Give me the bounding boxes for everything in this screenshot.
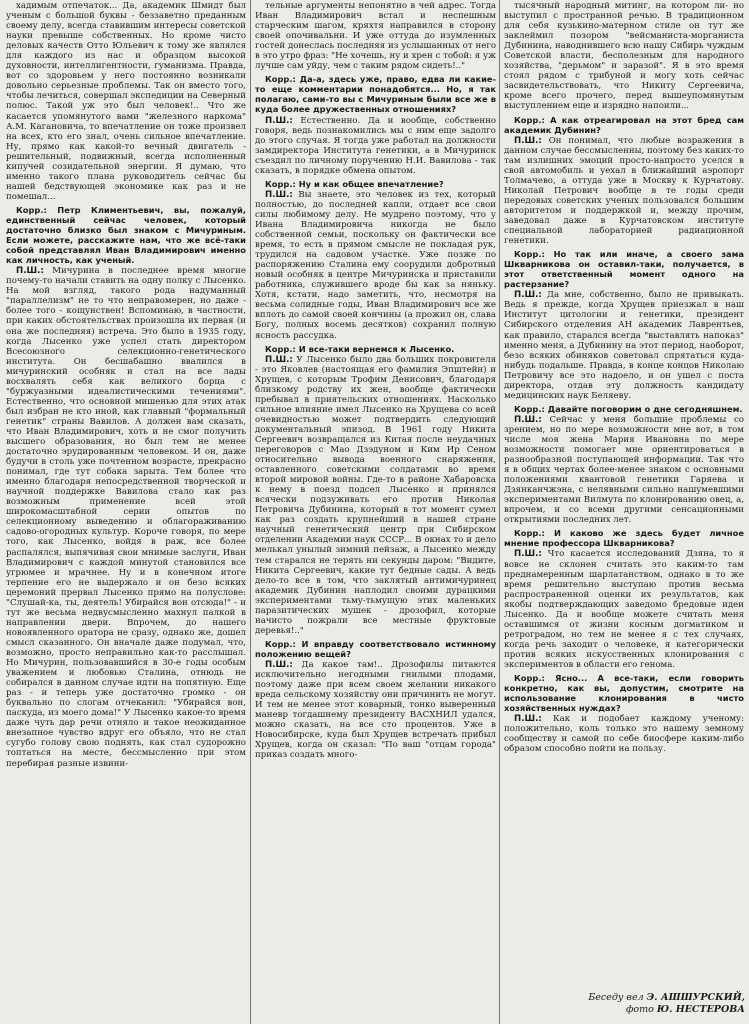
paragraph-text: Как и подобает каждому ученому: положительно, коль только это нашему земному сообществу и самой по себе биосфере каким-либо образом способно пойти на пользу. [504,714,744,755]
speaker-label: Корр.: [265,638,296,649]
speaker-label: П.Ш.: [514,549,542,560]
column-divider [250,0,251,1024]
paragraph-text: Вы знаете, это человек из тех, который полностью, до последней капли, отдает все свои силы любимому делу. Не мудрено поэтому, что у Ивана Владимировича никогда не было собственной семьи, поскольку он фактически все время, то есть в прямом смысле не покладая рук, трудился на садовом участке. Уже позже по распоряжению Сталина ему соорудили добротный новый особняк в центре Мичуринска и приставили работника, служившего вроде бы как за няньку. Хотя, кстати, надо заметить, что, несмотря на весьма солидные годы, Иван Владимирович все же вплоть до самой своей кончины (а прожил он, слава Богу, полных восемь десятков) сохранил полную ясность рассудка. [255,189,496,341]
paragraph-text: Давайте поговорим о дне сегодняшнем. [547,403,743,414]
speaker-label: Корр.: [514,403,545,414]
interview-question [6,205,246,265]
speaker-label: П.Ш.: [514,414,542,425]
interview-answer [255,660,496,760]
paragraph-text: Да мне, собственно, было не привыкать. Ведь я прежде, когда Хрущев приезжал в наш Институт цитологии и генетики, президент Сибирского отделения АН академик Лаврентьев, как правило, старался всегда "выставлять напоказ" именно меня, а Дубинину на этот период, наоборот, безо всяких обиняков советовал спрятаться куда-нибудь подальше. Правда, в конце концов Николаю Петровичу все это надоело, и он ушел с поста директора, отдав эту должность кандидату медицинских наук Беляеву. [504,290,744,401]
paragraph-text: Ясно... А все-таки, если говорить конкретно, как вы, допустим, смотрите на использование клонирования в чисто хозяйственных нуждах? [504,673,744,714]
column-divider [499,0,500,1024]
interview-answer [504,136,744,247]
interview-answer [255,116,496,176]
paragraph-text: Петр Климентьевич, вы, пожалуй, единственный сейчас человек, который достаточно близко был знаком с Мичуриным. Если можете, расскажите нам, что же всё-таки собой представлял Иван Владимирович именно как личность, как ученый. [6,204,246,266]
speaker-label: П.Ш.: [16,266,44,277]
column-2 [255,0,496,1024]
photo-credit: фото Ю. НЕСТЕРОВА [625,1004,745,1015]
interview-question [255,74,496,114]
speaker-label: Корр.: [514,249,545,260]
speaker-label: Корр.: [265,343,296,354]
interview-question [504,115,744,135]
paragraph-text: тельные аргументы непонятно в чей адрес. Тогда Иван Владимирович встал и неспешным старческим шагом, кряхтя направился в сторону своей опочивальни. И уже оттуда до изумленных гостей донеслась последняя из услышанных от него в это утро фраз: "Не хочешь, ну и хрен с тобой: я уж лучше сам уйду, чем с таким рядом сидеть!.." [255,1,496,72]
speaker-label: П.Ш.: [265,354,293,365]
paragraph-text: Да какое там!.. Дрозофилы питаются исключительно негодными гнилыми плодами, поэтому даже при всем своем желании никакого вреда сельскому хозяйству они причинить не могут. И тем не менее этот коварный, тонко выверенный маневр тогдашнему президенту ВАСХНИЛ удался, можно сказать, на все сто процентов. Уже в Новосибирске, куда был Хрущев встречать прибыл Хрущев, когда он сказал: "По ваш "отцам города" приказ создать много- [255,660,496,761]
interview-answer [6,1,246,202]
paragraph-text: Да-а, здесь уже, право, едва ли какие-то еще комментарии понадобятся... Но, я так полагаю, сами-то вы с Мичуриным были все же в куда более дружественных отношениях? [255,74,496,115]
paragraph-text: тысячный народный митинг, на котором ли- но выступил с пространной речью. В традиционном для себя кузькино-матерном стиле он тут же заклеймил позором "вейсманиста-морганиста Дубинина, наводнившего всю нашу Сибирь чуждым Советской власти, бесполезным для народного хозяйства, "дерьмом" и заразой". Я в это время стоял рядом с трибуной и могу хоть сейчас засвидетельствовать, что Никиту Сергеевича, кроме всего прочего, перед вышеупомянутым выступлением еще и изрядно напоили... [504,1,744,112]
interview-question [504,528,744,548]
speaker-label: Корр.: [16,204,47,215]
column-1 [6,0,246,1024]
interview-answer [504,1,744,112]
paragraph-text: хадимым отпечаток... Да, академик Шмидт был ученым с большой буквы - беззаветно преданным своему делу, всегда ставившим интересы советской науки превыше собственных. Но кроме чисто деловых качеств Отто Юльевич к тому же являлся для каждого из нас и образцом высокой духовности, интеллигентности, гуманизма. Правда, вот со здоровьем у него постоянно возникали довольно серьезные проблемы. Так он вместо того, чтобы лечиться, совершал экспедиции на Северный полюс. Такой уж это был человек!.. Что же касается упомянутого вами "железного наркома" А.М. Кагановича, то впечатление он тоже произвел на всех, кто его знал, очень сильное впечатление. Ну, прямо как какой-то вечный двигатель - решительный, подвижный, всегда исполненный кипучей созидательной энергии. Я думаю, что именно такого плана руководитель сейчас бы нашей бедствующей экономике как раз и не помешал... [6,1,246,202]
paragraph-text: Мичурина в последнее время многие почему-то начали ставить на одну полку с Лысенко. На мой взгляд, такого рода надуманный "параллелизм" не то что неправомерен, но даже - более того - кощунствен! Вспоминаю, в частности, при каких обстоятельствах произошла их первая (и она же последняя) встреча. Это было в 1935 году, когда Лысенко уже успел стать директором Всесоюзного селекционно-генетического института. Он бесшабашно ввалился в мичуринский особняк и стал на все лады восхвалять себя как великого борца с "буржуазными идеалистическими течениями". Естественно, что основной мишенью для этих атак был избран не кто иной, как главный "формальный генетик" страны Вавилов. А должен вам сказать, что Иван Владимирович, хоть и не смог получить высшего образования, но был тем не менее достаточно эрудированным человеком. И он, даже будучи в столь уже почтенном возрасте, прекрасно понимал, где тут собака зарыта. Тем более что именно благодаря непосредственной творческой и научной поддержке Вавилова стало как раз возможным применение всей этой широкомасштабной серии опытов по селекционному выведению и облагораживанию садово-огородных культур. Короче говоря, по мере того, как Лысенко, войдя в раж, все более распалялся, выпячивая свои мнимые заслуги, Иван Владимирович с каждой минутой становился все угрюмее и мрачнее. Ну и в конечном итоге терпение его не выдержало и он безо всяких церемоний прервал Лысенко прямо на полуслове: "Слушай-ка, ты, деятель! Убирайся вон отсюда!" - и тут же весьма недвусмысленно махнул палкой в направлении двери. Впрочем, до нашего новоявленного оратора не сразу, однако же, дошел смысл сказанного. Он вначале даже подумал, что, возможно, просто неправильно как-то расслышал. Но Мичурин, пользовавшийся в 30-е годы особым уважением и любовью Сталина, отнюдь не собирался в данном случае идти на попятную. Еще раз - и теперь уже достаточно громко - он буквально по слогам отчеканил: "Убирайся вон, паскуда, из моего дома!" У Лысенко какое-то время даже чуть дар речи отняло и такое неожиданное внезапное чувство вдруг его объяло, что не стал сугубо голову свою поднять, как стал судорожно топтаться на месте, бессмысленно при этом перебирая разные извини- [6,266,246,769]
speaker-label: П.Ш.: [265,115,293,126]
interview-question [255,639,496,659]
paragraph-text: Но так или иначе, а своего зама Шкварникова он оставил-таки, получается, в этот ответственный момент одного на растерзание? [504,249,744,290]
interview-answer [504,714,744,754]
interview-question [255,179,496,189]
interview-answer [255,355,496,636]
speaker-label: Корр.: [265,74,296,85]
interview-question [255,344,496,354]
paragraph-text: У Лысенко было два больших покровителя - это Яковлев (настоящая его фамилия Эпштейн) и Хрущев, с которым Трофим Денисович, благодаря близкому родству их жен, вообще фактически пребывал в приятельских отношениях. Насколько сильное влияние имел Лысенко на Хрущева со всей очевидностью может подтвердить следующий документальный эпизод. В 1961 году Никита Сергеевич возвращался из Китая после неудачных переговоров с Мао Дзэдуном и Ким Ир Сеном относительно вывода военного снаряжения, оставленного советскими солдатами во время второй мировой войны. Где-то в районе Хабаровска к нему в поезд подсел Лысенко и принялся всячески подзуживать его против Николая Петровича Дубинина, который в тот момент сумел как раз создать крупнейший в нашей стране научный генетический центр при Сибирском отделении Академии наук СССР... В окнах то и дело мелькал унылый зимний пейзаж, а Лысенко между тем старался не терять ни секунды даром: "Видите, Никита Сергеевич, какие тут бедные сады. А ведь дело-то все в том, что заклятый антимичуринец академик Дубинин наплодил своими дурацкими экспериментами тьму-тьмущую этих маленьких паразитических мушек - дрозофил, которые начисто пожрали все местные фруктовые деревья!.." [255,354,496,636]
speaker-label: П.Ш.: [514,135,542,146]
interview-question [504,249,744,289]
speaker-label: Корр.: [514,528,545,539]
speaker-label: Корр.: [514,114,545,125]
column-3 [504,0,744,1024]
interview-answer [6,266,246,768]
speaker-label: П.Ш.: [514,714,542,725]
interviewer-credit: Беседу вел Э. АШШУРСКИЙ, [588,992,745,1003]
interview-answer [504,415,744,526]
paragraph-text: А как отреагировал на этот бред сам академик Дубинин? [504,114,744,135]
interview-answer [255,1,496,71]
interview-answer [255,190,496,341]
interview-answer [504,549,744,670]
interview-question [504,673,744,713]
paragraph-text: Сейчас у меня большие проблемы со зрением, но по мере возможности мне вот, в том числе моя жена Мария Ивановна по мере возможности помогает мне ориентироваться в разнообразной поступающей информации. Так что я в общих чертах более-менее знаком с основными положениями квантовой генетики Гаряева и Дзянканчжэна, с нелявными сильно нашумевшими экспериментами Вилмута по клонированию овец, а, впрочем, и со всеми другими сенсационными открытиями последних лет. [504,414,744,526]
speaker-label: П.Ш.: [265,660,293,670]
speaker-label: Корр.: [265,178,296,189]
paragraph-text: Что касается исследований Дзяна, то я вовсе не склонен считать это каким-то там преднамеренным шарлатанством, однако в то же время решительно выступаю против весьма распространенной оценки их результатов, как якобы подтверждающих заведомо бредовые идеи Лысенко. Да и вообще можете считать меня оставшимся от жизни косным догматиком и ретроградом, но тем не менее я с тех случаях, когда речь заходит о человеке, я категорически против всяких искусственных клонирования с экспериментов в области его генома. [504,549,744,670]
byline-credit [588,992,745,1016]
paragraph-text: И каково же здесь будет личное мнение профессора Шкварникова? [504,528,744,549]
paragraph-text: И все-таки вернемся к Лысенко. [298,343,455,354]
paragraph-text: Ну и как общее впечатление? [298,178,444,189]
paragraph-text: Естественно. Да и вообще, собственно говоря, ведь познакомились мы с ним еще задолго до этого случая. Я тогда уже работал на должности замдиректора Института генетики, а в Мичуринск съездил по личному поручению Н.И. Вавилова - так сказать, в порядке обмена опытом. [255,115,496,176]
speaker-label: П.Ш.: [265,189,293,200]
speaker-label: Корр.: [514,673,545,684]
paragraph-text: Он понимал, что любые возражения в данном случае бессмысленны, поэтому без каких-то там излишних эмоций просто-напросто уселся в свой автомобиль и уехал в ближайший аэропорт Толмачево, а оттуда уже в Москву к Курчатову. Николай Петрович вообще в те годы среди передовых советских ученых пользовался большим авторитетом и поддержкой и, между прочим, заведовал даже в Курчатовском институте специальной лабораторией радиационной генетики. [504,135,744,247]
paragraph-text: И вправду соответствовало истинному положению вещей? [255,638,496,659]
interview-answer [504,290,744,401]
interview-question [504,404,744,414]
speaker-label: П.Ш.: [514,290,542,301]
